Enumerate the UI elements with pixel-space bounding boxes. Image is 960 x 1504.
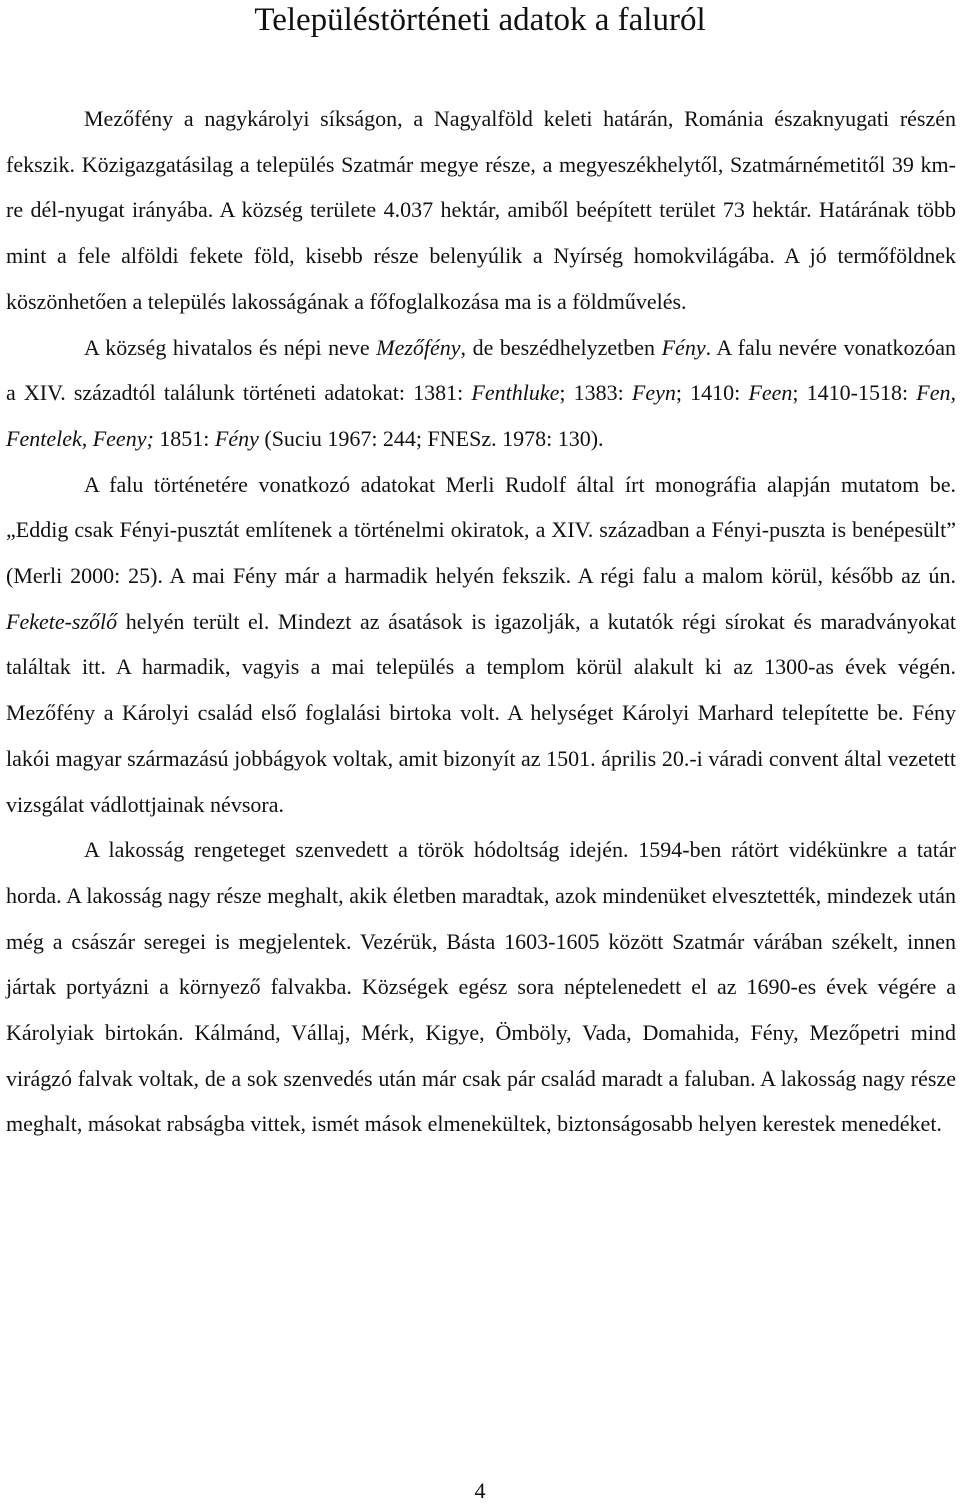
text-run: A falu történetére vonatkozó adatokat Merli Rudolf által írt monográfia alapján mutatom be. „Eddig csak Fényi-pusztát említenek a történelmi okiratok, a XIV. században a Fényi-puszta is benépesült” (Merli 2000: 25). A mai Fény már a harmadik helyén fekszik. A régi falu a malom körül, később az ún. xyxy=(6,471,956,589)
document-title: Településtörténeti adatok a faluról xyxy=(254,2,706,38)
paragraph-2 xyxy=(6,325,956,462)
text-run: ; 1410-1518: xyxy=(792,380,917,406)
text-run: helyén terült el. Mindezt az ásatások is igazolják, a kutatók régi sírokat és maradványokat találtak itt. A harmadik, vagyis a mai település a templom körül alakult ki az 1300-as évek végén. Mezőfény a Károlyi család első foglalási birtoka volt. A helységet Károlyi Marhard telepítette be. Fény lakói magyar származású jobbágyok voltak, amit bizonyít az 1501. április 20.-i váradi convent által vezetett vizsgálat vádlottjainak névsora. xyxy=(6,608,956,817)
text-run: 1851: xyxy=(153,425,215,451)
italic-run: Fény xyxy=(214,425,259,451)
text-run: (Suciu 1967: 244; FNESz. 1978: 130). xyxy=(258,425,604,451)
paragraph-1 xyxy=(6,96,956,325)
text-run: A lakosság rengeteget szenvedett a török hódoltság idején. 1594-ben rátört vidékünkre a tatár horda. A lakosság nagy része meghalt, akik életben maradtak, azok mindenüket elvesztették, mindezek után még a császár seregei is megjelentek. Vezérük, Básta 1603-1605 között Szatmár várában székelt, innen jártak portyázni a környező falvakba. Községek egész sora néptelenedett el az 1690-es évek végére a Károlyiak birtokán. Kálmánd, Vállaj, Mérk, Kigye, Ömböly, Vada, Domahida, Fény, Mezőpetri mind virágzó falvak voltak, de a sok szenvedés után már csak pár család maradt a faluban. A lakosság nagy része meghalt, másokat rabságba vittek, ismét mások elmenekültek, biztonságosabb helyen kerestek menedéket. xyxy=(6,837,956,1137)
italic-run: Fenthluke xyxy=(471,380,560,406)
italic-run: Feyn xyxy=(631,380,676,406)
text-run: A község hivatalos és népi neve xyxy=(84,334,377,360)
text-run: ; 1410: xyxy=(675,380,749,406)
page-number: 4 xyxy=(474,1478,486,1503)
italic-run: Fen, Fentelek, Feeny; xyxy=(6,380,956,451)
italic-run: Fény xyxy=(661,334,706,360)
italic-run: Mezőfény xyxy=(376,334,461,360)
italic-run: Feen xyxy=(748,380,793,406)
text-run: ; 1383: xyxy=(559,380,632,406)
text-run: . A falu nevére vonatkozóan a XIV. századtól találunk történeti adatokat: 1381: xyxy=(6,334,956,406)
text-run: Mezőfény a nagykárolyi síkságon, a Nagyalföld keleti határán, Románia északnyugati részén fekszik. Közigazgatásilag a település Szatmár megye része, a megyeszékhelytől, Szatmárnémetitől 39 km-re dél-nyugat irányába. A község területe 4.037 hektár, amiből beépített terület 73 hektár. Határának több mint a fele alföldi fekete föld, kisebb része belenyúlik a Nyírség homokvilágába. A jó termőföldnek köszönhetően a település lakosságának a főfoglalkozása ma is a földművelés. xyxy=(6,106,956,314)
text-run: , de beszédhelyzetben xyxy=(460,334,662,360)
italic-run: Fekete-szőlő xyxy=(6,608,118,634)
paragraph-4 xyxy=(6,827,956,1147)
document-body xyxy=(6,96,956,1147)
paragraph-3 xyxy=(6,462,956,828)
